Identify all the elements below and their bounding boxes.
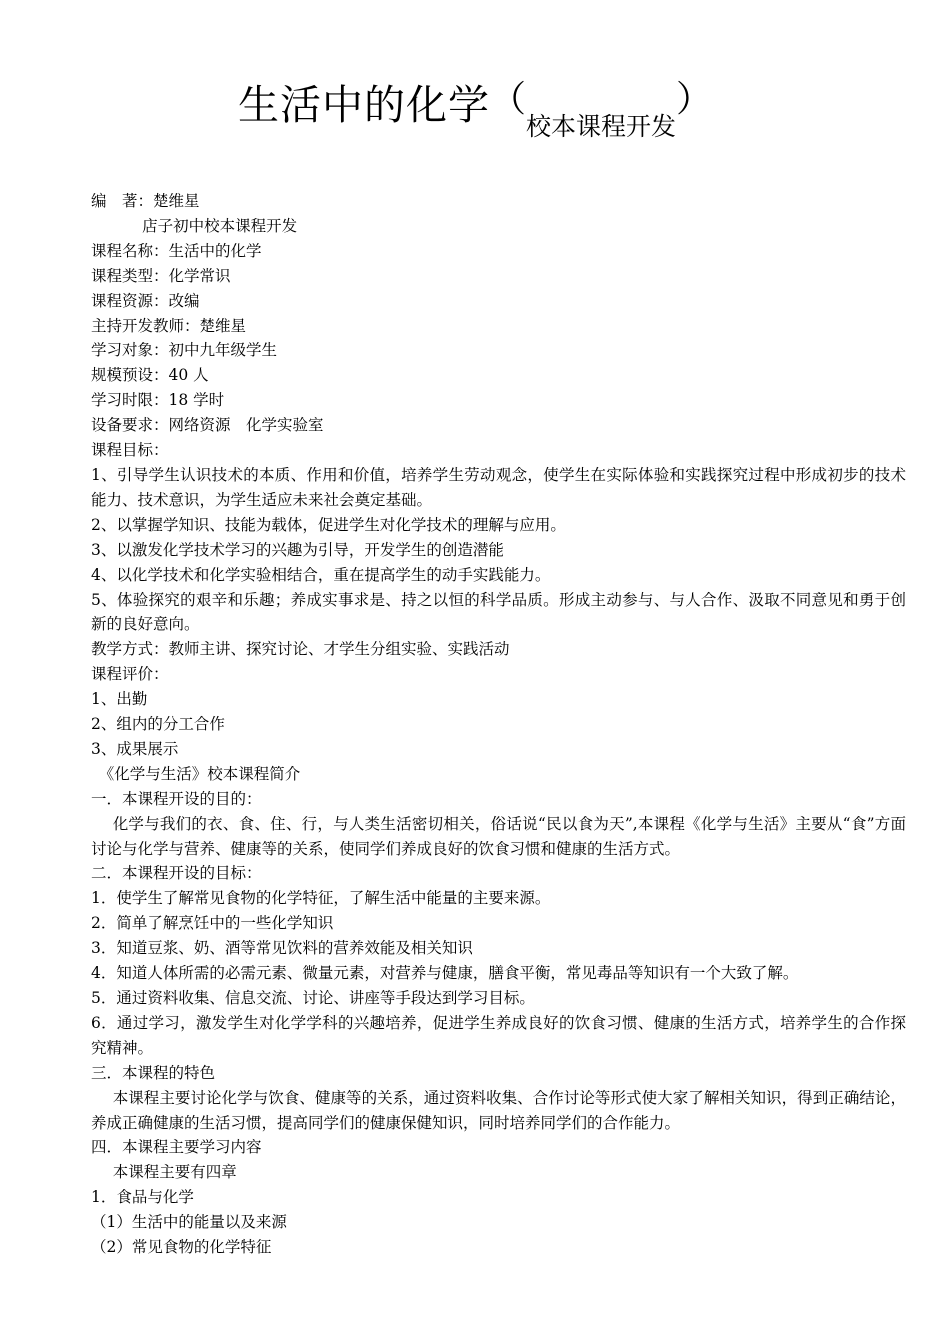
equipment-line: 设备要求：网络资源 化学实验室 [91, 416, 324, 435]
course-type-line: 课程类型：化学常识 [91, 266, 231, 285]
document-body [91, 189, 906, 1260]
document-title [0, 79, 950, 141]
title-main: 生活中的化学 [237, 81, 490, 129]
goal-item-1: 1、引导学生认识技术的本质、作用和价值，培养学生劳动观念，使学生在实际体验和实践探究过程中形成初步的技术能力、技术意识，为学生适应未来社会奠定基础。 [91, 465, 906, 509]
intro-heading: 《化学与生活》校本课程简介 [98, 764, 301, 783]
audience-line: 学习对象：初中九年级学生 [91, 341, 278, 360]
school-line: 店子初中校本课程开发 [142, 216, 298, 235]
goal-item-5: 5、体验探究的艰辛和乐趣；养成实事求是、持之以恒的科学品质。形成主动参与、与人合作、汲取不同意见和勇于创新的良好意向。 [91, 590, 906, 634]
objective-item-5: 5．通过资料收集、信息交流、讨论、讲座等手段达到学习目标。 [91, 989, 535, 1007]
chapter-1-sub-item-2: （2）常见食物的化学特征 [91, 1238, 272, 1257]
goals-heading: 课程目标： [91, 441, 169, 460]
objective-item-3: 3．知道豆浆、奶、酒等常见饮料的营养效能及相关知识 [91, 939, 473, 958]
features-paragraph: 本课程主要讨论化学与饮食、健康等的关系，通过资料收集、合作讨论等形式使大家了解相关知识，得到正确结论，养成正确健康的生活习惯，提高同学们的健康保健知识，同时培养同学们的合作能力。 [91, 1088, 906, 1132]
title-subtitle: 校本课程开发 [525, 112, 676, 141]
content-heading: 四．本课程主要学习内容 [91, 1138, 262, 1157]
course-resource-line: 课程资源：改编 [91, 291, 200, 310]
objective-item-4: 4．知道人体所需的必需元素、微量元素，对营养与健康，膳食平衡，常见毒品等知识有一个大致了解。 [91, 964, 799, 983]
objective-item-2: 2．简单了解烹饪中的一些化学知识 [91, 914, 334, 933]
objective-item-1: 1．使学生了解常见食物的化学特征，了解生活中能量的主要来源。 [91, 889, 551, 908]
teaching-method-line: 教学方式：教师主讲、探究讨论、才学生分组实验、实践活动 [91, 640, 510, 659]
content-summary: 本课程主要有四章 [112, 1163, 237, 1182]
objectives-heading: 二．本课程开设的目标： [91, 864, 262, 883]
purpose-paragraph: 化学与我们的衣、食、住、行，与人类生活密切相关，俗话说“民以食为天”,本课程《化学与生活》主要从“食”方面讨论与化学与营养、健康等的关系，使同学们养成良好的饮食习惯和健康的生活方式。 [91, 814, 906, 858]
title-close-paren: ） [676, 79, 713, 120]
objective-item-6: 6．通过学习，激发学生对化学学科的兴趣培养，促进学生养成良好的饮食习惯、健康的生活方式，培养学生的合作探究精神。 [91, 1013, 906, 1057]
goal-item-3: 3、以激发化学技术学习的兴趣为引导，开发学生的创造潜能 [91, 540, 504, 559]
course-name-line: 课程名称：生活中的化学 [91, 241, 262, 260]
teacher-line: 主持开发教师：楚维星 [91, 316, 247, 335]
duration-line: 学习时限：18 学时 [91, 391, 225, 410]
scale-line: 规模预设：40 人 [91, 366, 209, 385]
goal-item-4: 4、以化学技术和化学实验相结合，重在提高学生的动手实践能力。 [91, 565, 551, 584]
evaluation-heading: 课程评价： [91, 665, 169, 684]
chapter-1-sub-item-1: （1）生活中的能量以及来源 [91, 1213, 287, 1232]
purpose-heading: 一．本课程开设的目的： [91, 789, 262, 808]
title-open-paren: （ [489, 79, 526, 120]
author-line: 编 著：楚维星 [91, 192, 200, 210]
goal-item-2: 2、以掌握学知识、技能为载体，促进学生对化学技术的理解与应用。 [91, 515, 566, 534]
features-heading: 三．本课程的特色 [91, 1063, 216, 1082]
evaluation-item-2: 2、组内的分工合作 [91, 715, 225, 734]
chapter-1-line: 1．食品与化学 [91, 1188, 194, 1207]
evaluation-item-3: 3、成果展示 [91, 739, 179, 758]
evaluation-item-1: 1、出勤 [91, 690, 148, 709]
